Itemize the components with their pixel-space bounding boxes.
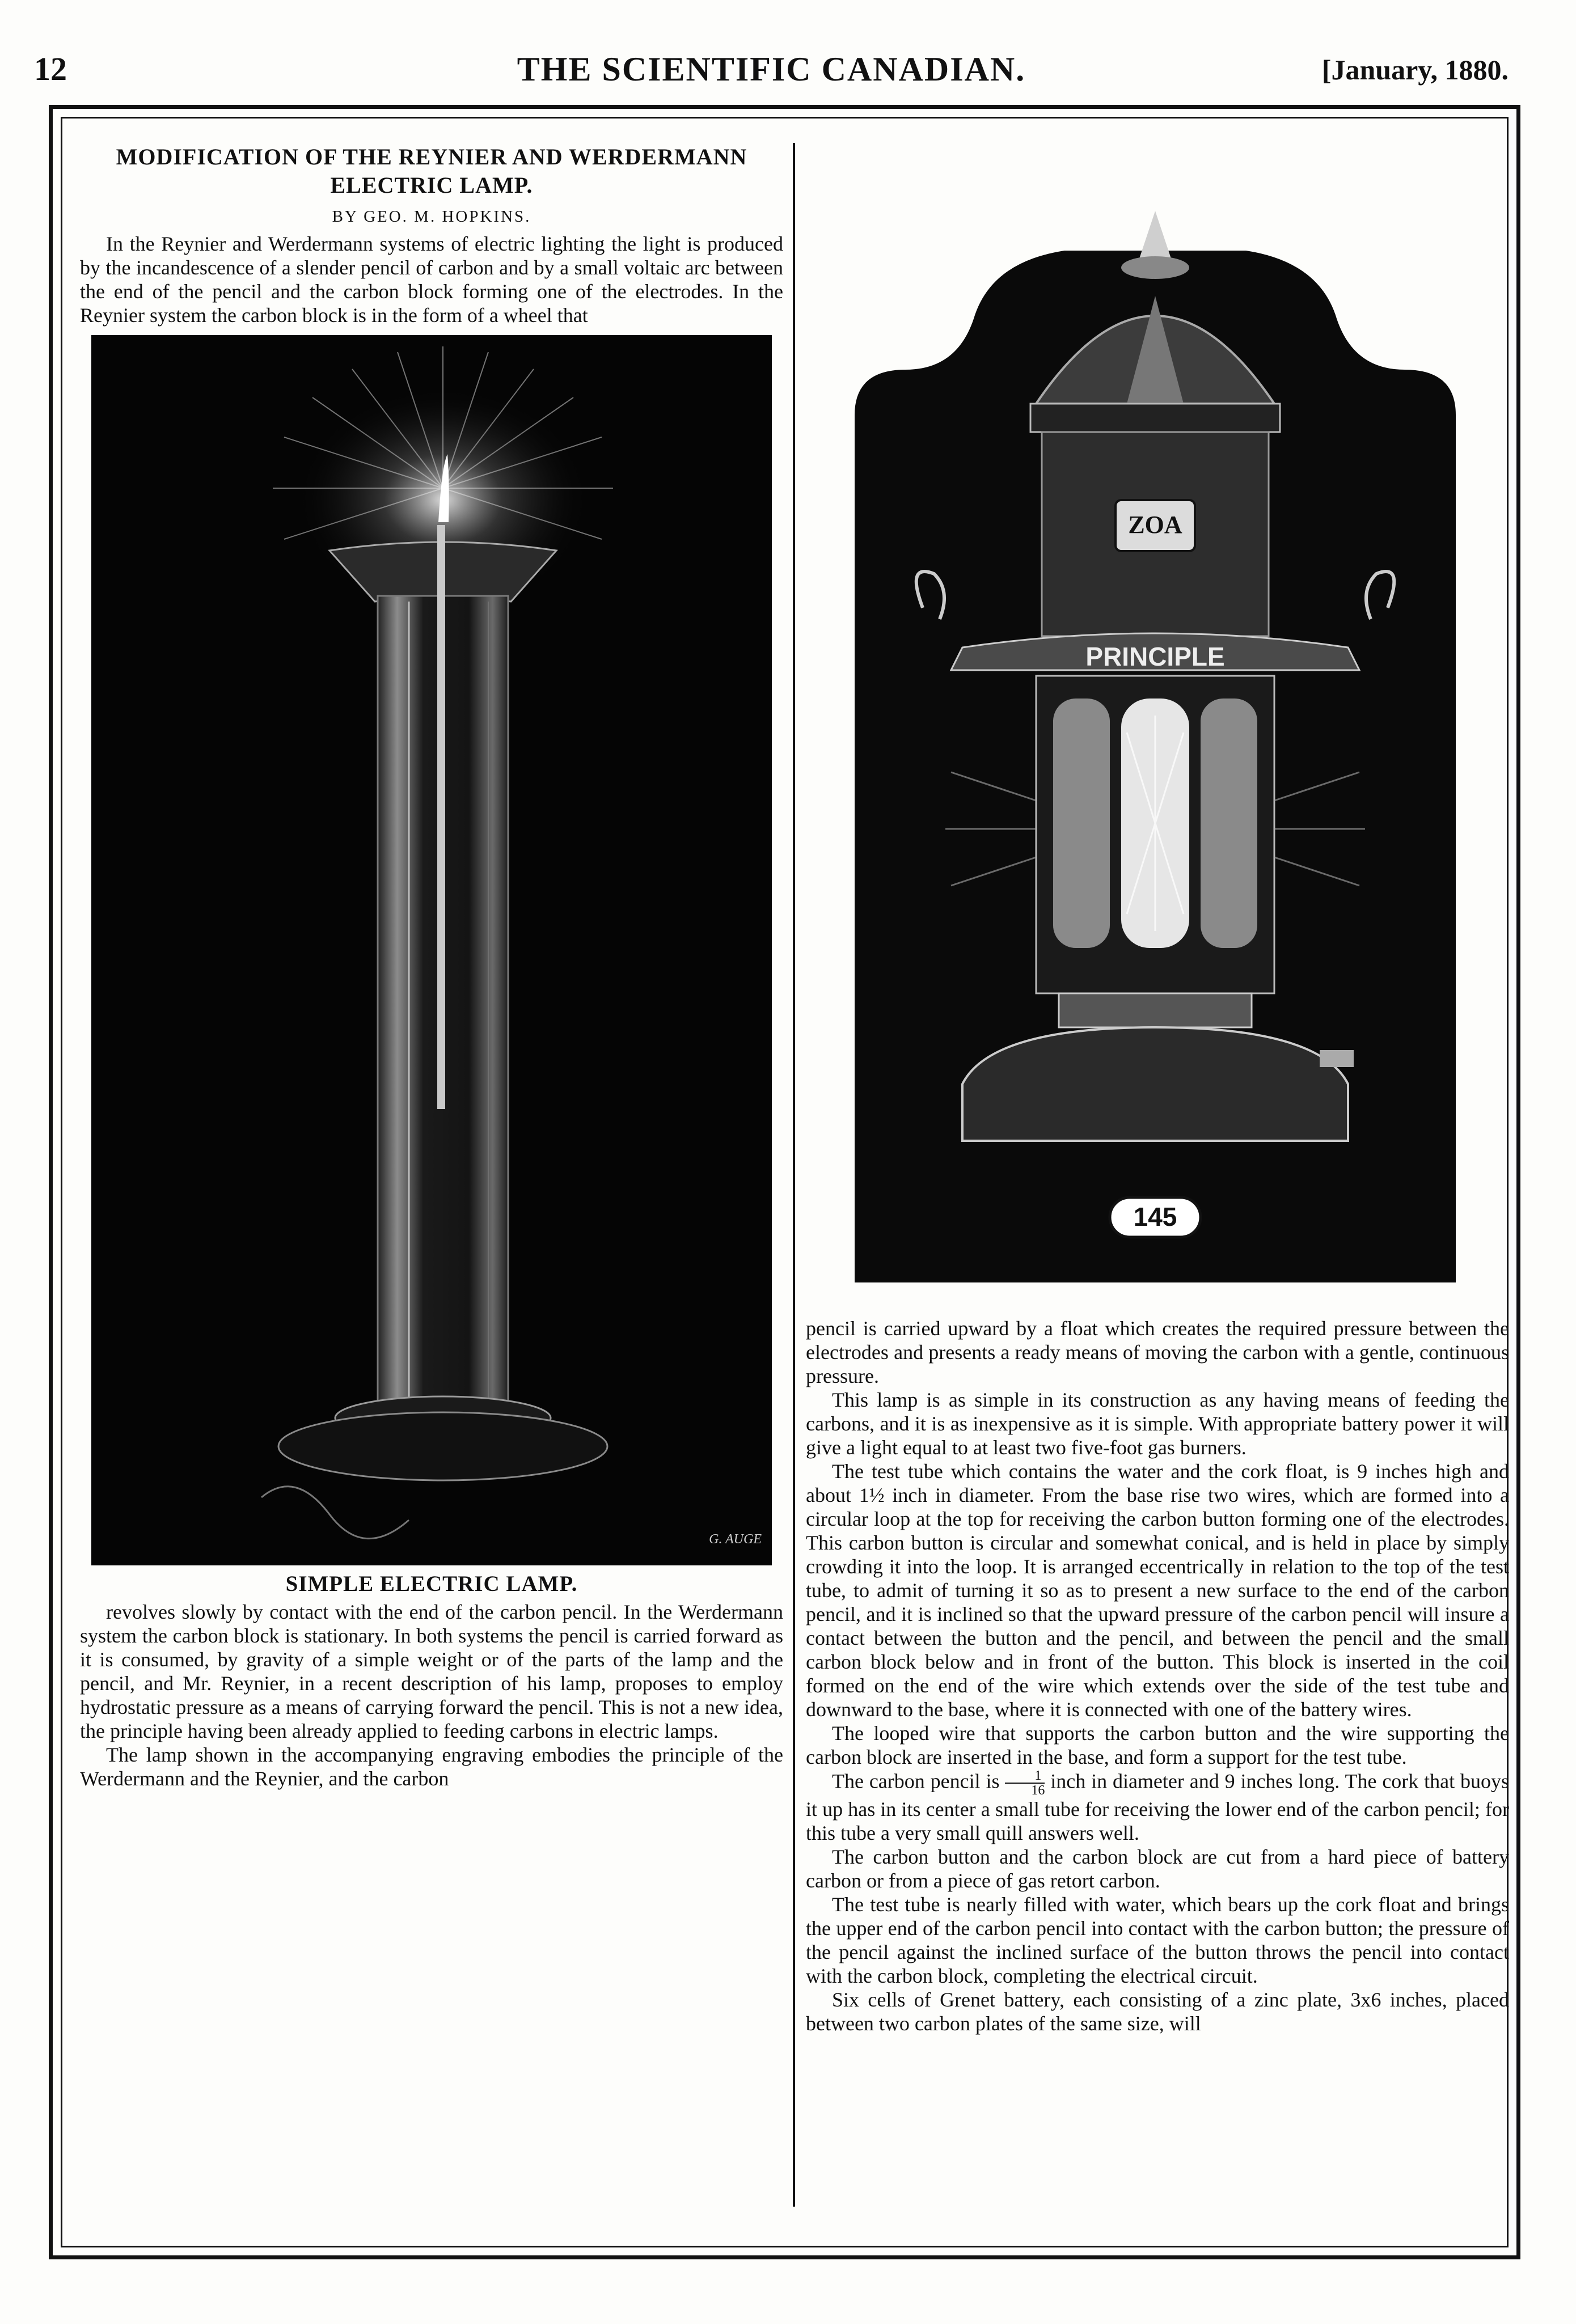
article-byline: BY GEO. M. HOPKINS. [332, 208, 531, 226]
left-paragraph-1: revolves slowly by contact with the end of the carbon pencil. In the Werdermann system the carbon block is stationary. In both systems the pencil is carried forward as it is consumed, by gravity of a simple weight or of the parts of the lamp and the pencil, and Mr. Reynier, in a recent description of his lamp, proposes to employ hydrostatic pressure as a means of carrying forward the pencil. This is not a new idea, the principle having been already applied to feeding carbons in electric lamps. [80, 1601, 783, 1742]
right-paragraph-7: The test tube is nearly filled with water, which bears up the cork float and brings the upper end of the carbon pencil into contact with the carbon button; the pressure of the pencil against the inclined surface of the button throws the pencil into contact with the carbon block, completing the electrical circuit. [806, 1893, 1509, 1987]
article-title-line-1: MODIFICATION OF THE REYNIER AND WERDERMANN [116, 144, 747, 170]
pencil-text-after: inch in diameter and 9 inches long. The cork that buoys it up has in its center a small tube for receiving the lower end of the carbon pencil; for this tube a very small quill answers well. [806, 1770, 1510, 1844]
right-column [806, 1316, 1509, 2035]
engraver-credit: G. AUGE [709, 1532, 762, 1547]
finial [1138, 211, 1172, 262]
article-title [80, 143, 783, 200]
lantern-engraving [821, 177, 1490, 1282]
left-window [1053, 699, 1110, 948]
lamp-base [278, 1412, 607, 1480]
fraction-denominator: 16 [1031, 1783, 1045, 1798]
right-paragraph-4: The looped wire that supports the carbon button and the wire supporting the carbon block are inserted in the base, and form a support for the test tube. [806, 1722, 1509, 1768]
lantern-base [962, 1027, 1348, 1141]
issue-date: [January, 1880. [1321, 54, 1509, 86]
right-paragraph-2: This lamp is as simple in its construction as any having means of feeding the carbons, and it is as inexpensive as it is simple. With appropriate battery power it will give a light equal to at least two five-foot gas burners. [806, 1389, 1509, 1459]
figure-simple-electric-lamp [91, 335, 772, 1565]
left-paragraph-2: The lamp shown in the accompanying engraving embodies the principle of the Werdermann and the Reynier, and the carbon [80, 1743, 783, 1790]
burner-grille [1059, 993, 1252, 1027]
page-number: 12 [34, 50, 67, 87]
page-frame [49, 105, 1520, 2259]
lantern-number: 145 [1133, 1202, 1177, 1231]
figure-lantern [821, 177, 1490, 1282]
wick-knob [1320, 1050, 1354, 1067]
right-paragraph-3: The test tube which contains the water and the cork float, is 9 inches high and about 1½ inch in diameter. From the base rise two wires, which are formed into a circular loop at the top for receiving the carbon button forming one of the electrodes. This carbon button is circular and somewhat conical, and is held in place by simply crowding it into the loop. It is arranged eccentrically in relation to the top of the test tube, to admit of turning it so as to present a new surface to the end of the carbon pencil, and it is inclined so that the upward pressure of the carbon pencil will insure a contact between the button and the pencil, and between the pencil and the small carbon block below and in front of the button. This block is inserted in the coil formed on the end of the wire which extends over the side of the test tube and downward to the base, where it is connected with one of the battery wires. [806, 1460, 1509, 1721]
sign-text: PRINCIPLE [1085, 642, 1225, 671]
column-rule [793, 143, 795, 2207]
right-paragraph-8: Six cells of Grenet battery, each consisting of a zinc plate, 3x6 inches, placed between two carbon plates of the same size, will [806, 1988, 1509, 2035]
figure-caption: SIMPLE ELECTRIC LAMP. [285, 1572, 578, 1596]
right-window [1201, 699, 1257, 948]
right-paragraph-1: pencil is carried upward by a float which creates the required pressure between the electrodes and presents a ready means of moving the carbon with a gentle, continuous pressure. [806, 1317, 1509, 1387]
running-head [34, 50, 1509, 95]
article-title-line-2: ELECTRIC LAMP. [330, 172, 533, 198]
badge-text: ZOA [1128, 511, 1182, 539]
cornice [1030, 404, 1280, 432]
right-paragraph-5 [806, 1769, 1509, 1845]
right-paragraph-6: The carbon button and the carbon block are cut from a hard piece of battery carbon or from a piece of gas retort carbon. [806, 1845, 1509, 1892]
intro-paragraph: In the Reynier and Werdermann systems of electric lighting the light is produced by the incandescence of a slender pencil of carbon and by a small voltaic arc between the end of the pencil and the carbon block forming one of the electrodes. In the Reynier system the carbon block is in the form of a wheel that [80, 232, 783, 327]
carbon-pencil [437, 525, 445, 1109]
pencil-fraction [1005, 1769, 1045, 1797]
lamp-engraving [91, 335, 772, 1565]
left-column [80, 143, 783, 1790]
pencil-text-before: The carbon pencil is [832, 1770, 1000, 1793]
fraction-numerator: 1 [1005, 1769, 1045, 1784]
journal-title: THE SCIENTIFIC CANADIAN. [517, 50, 1026, 88]
